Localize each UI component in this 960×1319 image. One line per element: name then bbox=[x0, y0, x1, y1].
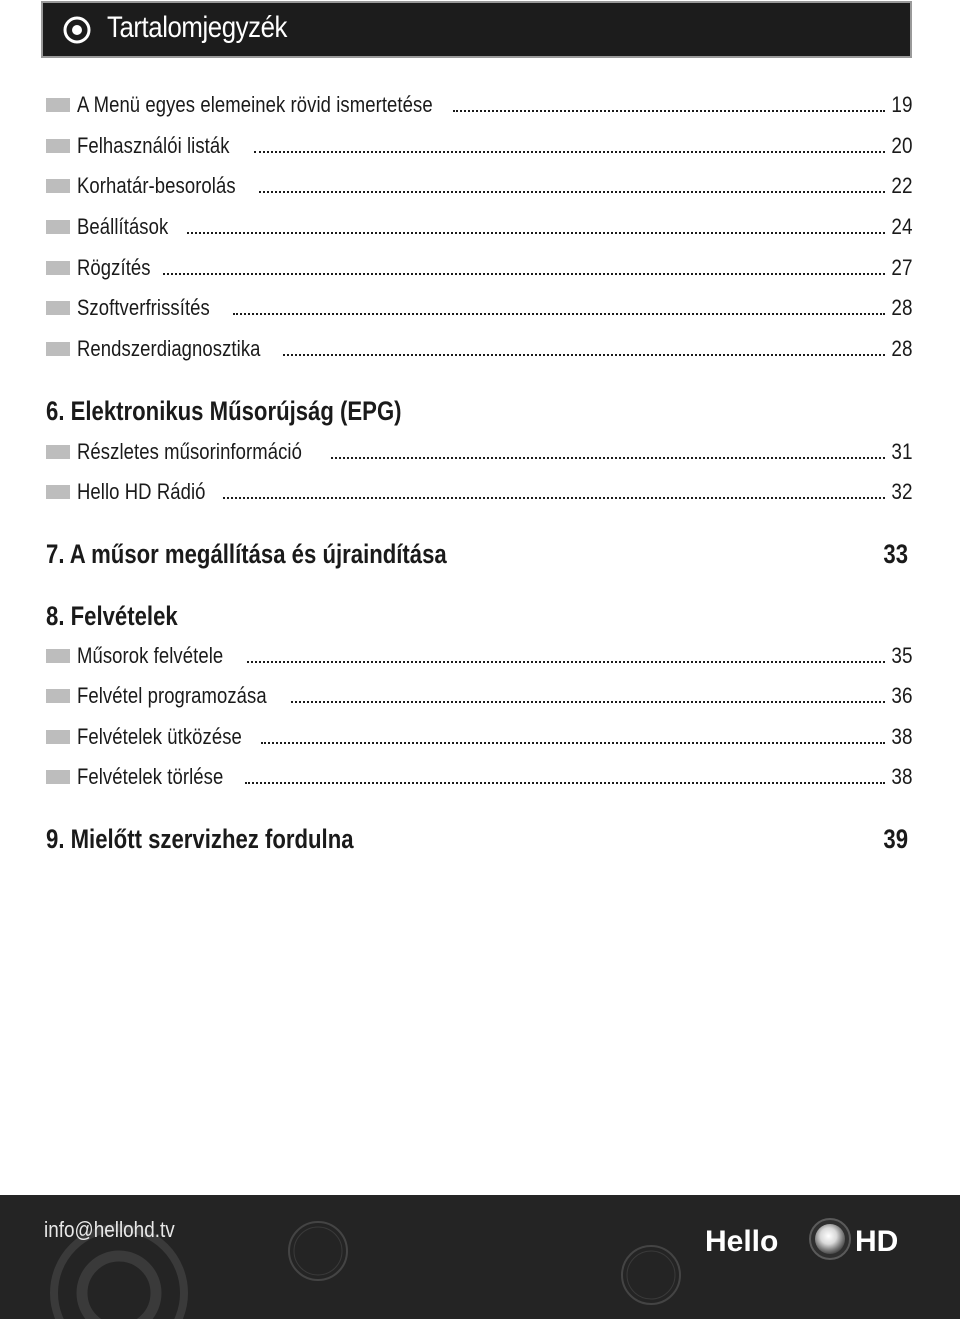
bullet-square-icon bbox=[46, 220, 70, 234]
leader-dots bbox=[163, 272, 885, 275]
section-heading[interactable] bbox=[46, 601, 912, 632]
leader-dots bbox=[247, 660, 885, 663]
toc-entry-page: 31 bbox=[890, 439, 912, 464]
toc-entry-label: Felvételek törlése bbox=[77, 764, 224, 789]
bullet-square-icon bbox=[46, 770, 70, 784]
toc-entry-page: 28 bbox=[890, 295, 912, 320]
page-title: Tartalomjegyzék bbox=[107, 11, 287, 44]
bullet-square-icon bbox=[46, 139, 70, 153]
leader-dots bbox=[233, 312, 885, 315]
leader-dots bbox=[259, 190, 885, 193]
toc-entry-page: 35 bbox=[890, 643, 912, 668]
leader-dots bbox=[453, 109, 885, 112]
toc-entry[interactable] bbox=[46, 214, 912, 242]
toc-entry-page: 27 bbox=[890, 255, 912, 280]
bullet-square-icon bbox=[46, 485, 70, 499]
toc-entry[interactable] bbox=[46, 764, 912, 792]
toc-entry-page: 38 bbox=[890, 764, 912, 789]
toc-entry-page: 36 bbox=[890, 683, 912, 708]
toc-entry-page: 20 bbox=[890, 133, 912, 158]
toc-entry[interactable] bbox=[46, 724, 912, 752]
toc-entry[interactable] bbox=[46, 295, 912, 323]
toc-entry-label: Felvételek ütközése bbox=[77, 724, 242, 749]
leader-dots bbox=[245, 781, 885, 784]
toc-entry-label: Korhatár-besorolás bbox=[77, 173, 236, 198]
bullet-square-icon bbox=[46, 179, 70, 193]
title-bar bbox=[41, 1, 912, 58]
logo-text-hello: Hello bbox=[705, 1225, 779, 1258]
leader-dots bbox=[254, 150, 885, 153]
section-title: 8. Felvételek bbox=[46, 601, 178, 631]
leader-dots bbox=[331, 456, 885, 459]
bullet-square-icon bbox=[46, 342, 70, 356]
toc-entry[interactable] bbox=[46, 643, 912, 671]
toc-entry[interactable] bbox=[46, 683, 912, 711]
toc-entry[interactable] bbox=[46, 173, 912, 201]
toc-entry-label: Felvétel programozása bbox=[77, 683, 267, 708]
toc-entry-page: 38 bbox=[890, 724, 912, 749]
leader-dots bbox=[187, 231, 885, 234]
toc-entry[interactable] bbox=[46, 479, 912, 507]
toc-entry-label: A Menü egyes elemeinek rövid ismertetése bbox=[77, 92, 433, 117]
toc-entry-label: Szoftverfrissítés bbox=[77, 295, 210, 320]
section-heading[interactable] bbox=[46, 824, 912, 855]
footer bbox=[0, 1195, 960, 1319]
section-title: 7. A műsor megállítása és újraindítása bbox=[46, 539, 447, 569]
section-heading[interactable] bbox=[46, 539, 912, 570]
toc-entry-page: 22 bbox=[890, 173, 912, 198]
toc-entry-label: Hello HD Rádió bbox=[77, 479, 206, 504]
leader-dots bbox=[291, 700, 885, 703]
section-title: 6. Elektronikus Műsorújság (EPG) bbox=[46, 396, 402, 426]
section-page: 39 bbox=[883, 824, 908, 854]
toc-entry-label: Részletes műsorinformáció bbox=[77, 439, 302, 464]
toc-entry[interactable] bbox=[46, 255, 912, 283]
bullet-square-icon bbox=[46, 689, 70, 703]
toc-entry-label: Rendszerdiagnosztika bbox=[77, 336, 261, 361]
section-title: 9. Mielőtt szervizhez fordulna bbox=[46, 824, 354, 854]
toc-entry-page: 24 bbox=[890, 214, 912, 239]
target-circle-icon bbox=[63, 16, 91, 44]
toc-entry-label: Beállítások bbox=[77, 214, 169, 239]
hellohd-logo bbox=[705, 1215, 915, 1265]
bullet-square-icon bbox=[46, 261, 70, 275]
section-page: 33 bbox=[883, 539, 908, 569]
bullet-square-icon bbox=[46, 730, 70, 744]
toc-entry[interactable] bbox=[46, 92, 912, 120]
toc-entry-page: 28 bbox=[890, 336, 912, 361]
toc-entry[interactable] bbox=[46, 133, 912, 161]
toc-entry-page: 19 bbox=[890, 92, 912, 117]
leader-dots bbox=[223, 496, 885, 499]
email-link[interactable]: info@hellohd.tv bbox=[44, 1217, 175, 1242]
toc-entry-label: Műsorok felvétele bbox=[77, 643, 224, 668]
bullet-square-icon bbox=[46, 301, 70, 315]
logo-text-hd: HD bbox=[855, 1225, 899, 1258]
toc-entry[interactable] bbox=[46, 439, 912, 467]
bullet-square-icon bbox=[46, 649, 70, 663]
toc-entry-label: Felhasználói listák bbox=[77, 133, 230, 158]
toc-entry-page: 32 bbox=[890, 479, 912, 504]
leader-dots bbox=[283, 353, 885, 356]
toc-entry-label: Rögzítés bbox=[77, 255, 151, 280]
leader-dots bbox=[261, 741, 885, 744]
bullet-square-icon bbox=[46, 445, 70, 459]
section-heading[interactable] bbox=[46, 396, 912, 427]
bullet-square-icon bbox=[46, 98, 70, 112]
toc-entry[interactable] bbox=[46, 336, 912, 364]
